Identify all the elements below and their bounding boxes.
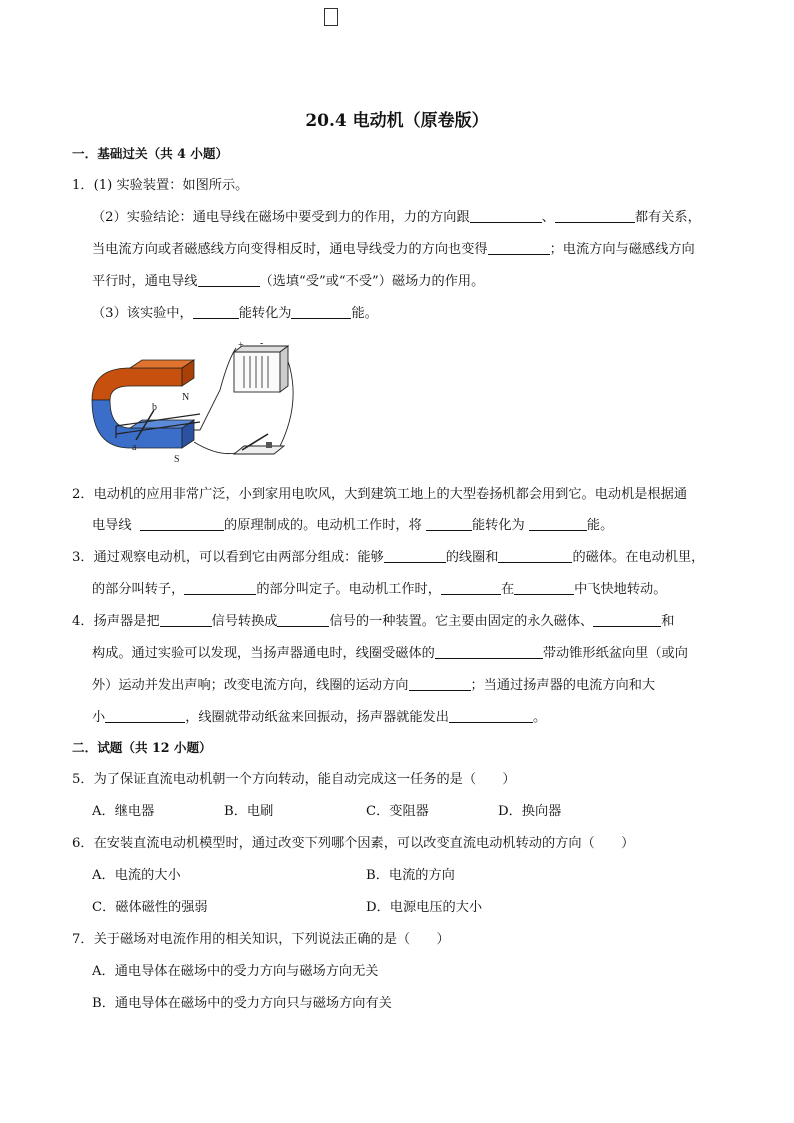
question-5-option-c[interactable]: C．变阻器 xyxy=(366,804,429,819)
south-label: S xyxy=(174,454,180,465)
question-4-line-4: 小 ，线圈就带动纸盆来回振动，扬声器就能发出 。 xyxy=(92,710,547,725)
question-1-line-1: 1．(1) 实验装置：如图所示。 xyxy=(72,178,249,193)
answer-blank[interactable] xyxy=(593,612,661,627)
answer-blank[interactable] xyxy=(198,272,260,287)
question-5-option-b[interactable]: B．电刷 xyxy=(224,804,274,819)
point-b-label: b xyxy=(152,402,157,413)
question-4-line-2: 构成。通过实验可以发现，当扬声器通电时，线圈受磁体的 带动锥形纸盆向里（或向 xyxy=(92,646,688,661)
north-label: N xyxy=(182,392,190,403)
question-4-line-1: 4．扬声器是把 信号转换成 信号的一种装置。它主要由固定的永久磁体、 和 xyxy=(72,614,675,629)
section-heading-basic: 一．基础过关（共 4 小题） xyxy=(72,146,229,161)
question-5-option-a[interactable]: A．继电器 xyxy=(92,804,155,819)
question-5-stem: 5．为了保证直流电动机朝一个方向转动，能自动完成这一任务的是（ ） xyxy=(72,772,516,787)
answer-blank[interactable] xyxy=(291,304,351,319)
question-7-stem: 7．关于磁场对电流作用的相关知识，下列说法正确的是（ ） xyxy=(72,932,450,947)
point-a-label: a xyxy=(132,442,137,453)
question-6-option-a[interactable]: A．电流的大小 xyxy=(92,868,181,883)
question-5-option-d[interactable]: D．换向器 xyxy=(498,804,562,819)
experiment-apparatus-figure xyxy=(90,338,300,466)
switch-icon xyxy=(234,434,284,454)
plus-label: + xyxy=(238,340,244,351)
answer-blank[interactable] xyxy=(160,612,212,627)
question-1-line-2: （2）实验结论：通电导线在磁场中要受到力的作用，力的方向跟 、 都有关系， xyxy=(92,210,701,225)
answer-blank[interactable] xyxy=(514,580,574,595)
question-6-option-d[interactable]: D．电源电压的大小 xyxy=(366,900,483,915)
question-7-option-a[interactable]: A．通电导体在磁场中的受力方向与磁场方向无关 xyxy=(92,964,379,979)
answer-blank[interactable] xyxy=(449,708,533,723)
battery-icon xyxy=(234,346,288,392)
answer-blank[interactable] xyxy=(426,516,472,531)
answer-blank[interactable] xyxy=(488,240,550,255)
question-7-option-b[interactable]: B．通电导体在磁场中的受力方向只与磁场方向有关 xyxy=(92,996,392,1011)
answer-blank[interactable] xyxy=(184,580,256,595)
question-4-line-3: 外）运动并发出声响；改变电流方向，线圈的运动方向 ；当通过扬声器的电流方向和大 xyxy=(92,678,656,693)
question-1-line-5: （3）该实验中， 能转化为 能。 xyxy=(92,306,378,321)
minus-label: - xyxy=(260,338,264,349)
answer-blank[interactable] xyxy=(409,676,471,691)
horseshoe-magnet-north xyxy=(92,368,182,400)
question-3-line-1: 3．通过观察电动机，可以看到它由两部分组成：能够 的线圈和 的磁体。在电动机里， xyxy=(72,550,705,565)
question-1-line-3: 当电流方向或者磁感线方向变得相反时，通电导线受力的方向也变得 ；电流方向与磁感线方向 xyxy=(92,242,695,257)
answer-blank[interactable] xyxy=(498,548,572,563)
answer-blank[interactable] xyxy=(277,612,329,627)
answer-blank[interactable] xyxy=(470,208,542,223)
section-heading-tests: 二．试题（共 12 小题） xyxy=(72,740,212,755)
answer-blank[interactable] xyxy=(105,708,185,723)
answer-blank[interactable] xyxy=(441,580,501,595)
header-box xyxy=(324,8,338,26)
question-2-line-2: 电导线 的原理制成的。电动机工作时，将 能转化为 能。 xyxy=(92,518,614,533)
question-3-line-2: 的部分叫转子， 的部分叫定子。电动机工作时， 在 中飞快地转动。 xyxy=(92,582,667,597)
question-6-stem: 6．在安装直流电动机模型时，通过改变下列哪个因素，可以改变直流电动机转动的方向（ ） xyxy=(72,836,635,851)
question-6-option-b[interactable]: B．电流的方向 xyxy=(366,868,455,883)
question-2-line-1: 2．电动机的应用非常广泛，小到家用电吹风，大到建筑工地上的大型卷扬机都会用到它。电动机是根据通 xyxy=(72,487,688,502)
document-title: 20.4 电动机（原卷版） xyxy=(305,111,489,131)
answer-blank[interactable] xyxy=(555,208,635,223)
question-6-option-c[interactable]: C．磁体磁性的强弱 xyxy=(92,900,208,915)
answer-blank[interactable] xyxy=(193,304,239,319)
answer-blank[interactable] xyxy=(435,644,543,659)
question-1-line-4: 平行时，通电导线 （选填“受”或“不受”）磁场力的作用。 xyxy=(92,274,485,289)
answer-blank[interactable] xyxy=(529,516,587,531)
answer-blank[interactable] xyxy=(384,548,446,563)
answer-blank[interactable] xyxy=(140,516,224,531)
